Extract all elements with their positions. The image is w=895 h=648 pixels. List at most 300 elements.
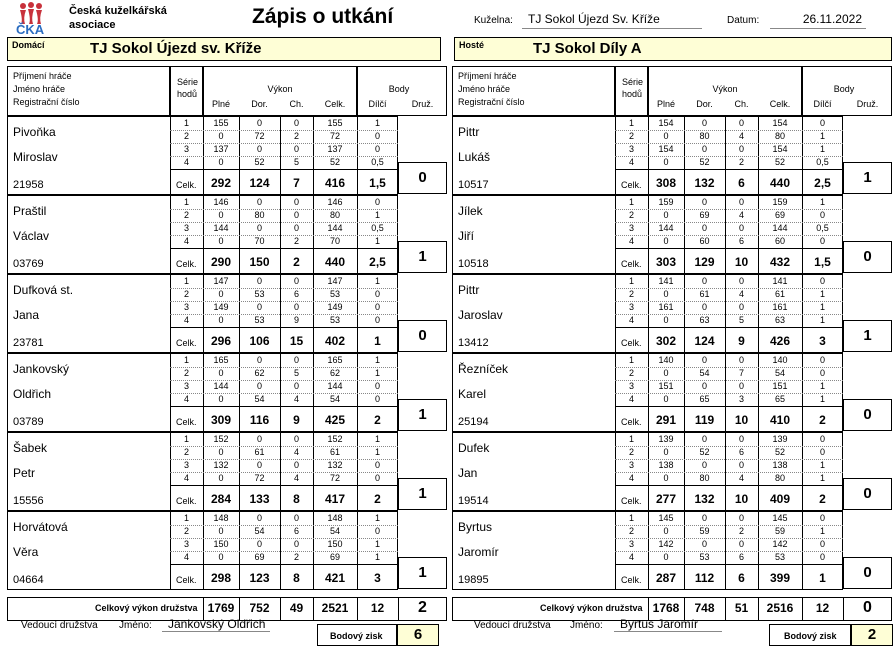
away-name-label: Jméno: <box>570 620 603 631</box>
series-cell: 53 <box>774 552 785 562</box>
series-cell: 0 <box>256 460 262 470</box>
series-number: 3 <box>183 223 189 233</box>
player-total-cell: 124 <box>249 176 270 190</box>
away-team-name: TJ Sokol Díly A <box>533 40 642 57</box>
total-label: Celk. <box>176 259 197 269</box>
player-first-name: Petr <box>13 466 36 480</box>
player-total-cell: 10 <box>734 413 749 427</box>
player-team-point: 0 <box>843 241 892 273</box>
series-cell: 150 <box>213 539 229 549</box>
series-cell: 0 <box>663 394 669 404</box>
series-cell: 54 <box>254 526 265 536</box>
organization-name <box>69 4 167 32</box>
series-cell: 152 <box>327 434 343 444</box>
player-total-cell: 2,5 <box>369 255 386 269</box>
player-block <box>452 116 892 195</box>
series-cell: 0 <box>663 552 669 562</box>
series-number: 3 <box>628 302 634 312</box>
total-label: Celk. <box>176 417 197 427</box>
series-number: 3 <box>628 223 634 233</box>
series-cell: 0 <box>374 144 380 154</box>
player-team-point: 1 <box>398 557 447 589</box>
header-name-line-2: Jméno hráče <box>13 84 66 94</box>
series-cell: 140 <box>658 355 674 365</box>
player-total-cell: 417 <box>324 492 346 506</box>
header-name-line-2: Jméno hráče <box>458 84 511 94</box>
series-cell: 0 <box>819 368 825 378</box>
series-cell: 137 <box>213 144 229 154</box>
series-cell: 63 <box>774 315 785 325</box>
player-team-point: 0 <box>843 478 892 510</box>
series-cell: 0 <box>293 460 299 470</box>
series-cell: 0,5 <box>371 223 384 233</box>
series-number: 1 <box>183 197 189 207</box>
series-cell: 0,5 <box>816 223 829 233</box>
series-cell: 52 <box>329 157 340 167</box>
header-body: Body <box>388 84 410 94</box>
series-cell: 72 <box>254 131 265 141</box>
series-cell: 54 <box>774 368 785 378</box>
player-total-cell: 277 <box>655 492 677 506</box>
header-ch: Ch. <box>289 99 304 109</box>
team-total-cell: 12 <box>815 601 830 615</box>
series-cell: 0 <box>701 197 707 207</box>
player-reg-number: 23781 <box>13 337 44 349</box>
player-total-cell: 6 <box>738 571 745 585</box>
series-cell: 149 <box>213 302 229 312</box>
series-cell: 1 <box>819 394 825 404</box>
player-block <box>452 432 892 511</box>
series-number: 2 <box>628 526 634 536</box>
grid-hline <box>615 564 843 565</box>
player-total-cell: 132 <box>694 492 715 506</box>
series-cell: 1 <box>819 289 825 299</box>
player-total-cell: 129 <box>694 255 715 269</box>
series-cell: 144 <box>772 223 788 233</box>
series-cell: 0 <box>663 473 669 483</box>
player-first-name: Věra <box>13 545 39 559</box>
grid-hline <box>170 248 398 249</box>
series-cell: 0 <box>738 118 744 128</box>
player-block <box>452 353 892 432</box>
series-cell: 62 <box>254 368 265 378</box>
series-cell: 0 <box>663 447 669 457</box>
player-block <box>452 195 892 274</box>
series-cell: 0 <box>819 118 825 128</box>
player-total-cell: 292 <box>210 176 232 190</box>
series-cell: 0 <box>819 355 825 365</box>
player-first-name: Jan <box>458 466 478 480</box>
player-surname: Dufek <box>458 441 490 455</box>
series-cell: 1 <box>374 236 380 246</box>
header-vykon: Výkon <box>267 84 293 94</box>
series-cell: 1 <box>819 460 825 470</box>
player-surname: Šabek <box>13 441 48 455</box>
series-cell: 59 <box>699 526 710 536</box>
series-cell: 1 <box>819 131 825 141</box>
player-total-cell: 3 <box>819 334 826 348</box>
series-cell: 4 <box>738 473 744 483</box>
header-dilci: Dílčí <box>813 99 832 109</box>
series-cell: 147 <box>327 276 343 286</box>
header-dor: Dor. <box>696 99 713 109</box>
player-total-cell: 2 <box>374 492 381 506</box>
series-number: 1 <box>183 355 189 365</box>
series-cell: 1 <box>819 144 825 154</box>
series-cell: 0 <box>738 381 744 391</box>
player-first-name: Oldřich <box>13 387 52 401</box>
series-cell: 161 <box>658 302 674 312</box>
series-number: 1 <box>628 276 634 286</box>
series-number: 2 <box>183 447 189 457</box>
player-total-cell: 132 <box>694 176 715 190</box>
series-cell: 151 <box>772 381 788 391</box>
series-cell: 142 <box>772 539 788 549</box>
grid-hline <box>615 406 843 407</box>
player-total-cell: 409 <box>769 492 791 506</box>
grid-hline <box>170 564 398 565</box>
series-cell: 69 <box>254 552 265 562</box>
series-cell: 4 <box>738 289 744 299</box>
grid-hline <box>615 327 843 328</box>
series-number: 4 <box>628 552 634 562</box>
series-cell: 0,5 <box>371 157 384 167</box>
header-celk: Celk. <box>324 99 346 109</box>
player-block <box>7 116 447 195</box>
grid-hline <box>170 169 398 170</box>
header-plne: Plné <box>656 99 675 109</box>
series-cell: 6 <box>738 236 744 246</box>
series-cell: 1 <box>374 210 380 220</box>
grid-hline <box>170 327 398 328</box>
series-number: 4 <box>628 394 634 404</box>
player-first-name: Jiří <box>458 229 474 243</box>
series-cell: 0 <box>663 289 669 299</box>
series-cell: 0 <box>738 539 744 549</box>
home-captain-name: Jankovský Oldřich <box>162 617 270 632</box>
player-total-cell: 308 <box>655 176 677 190</box>
series-cell: 1 <box>374 355 380 365</box>
series-cell: 6 <box>293 289 299 299</box>
player-team-point: 0 <box>843 557 892 589</box>
series-cell: 1 <box>374 118 380 128</box>
player-total-cell: 150 <box>249 255 270 269</box>
series-cell: 0 <box>293 118 299 128</box>
series-cell: 155 <box>213 118 229 128</box>
series-number: 1 <box>183 513 189 523</box>
series-cell: 1 <box>374 434 380 444</box>
series-number: 2 <box>628 210 634 220</box>
org-line-1: Česká kuželkářská <box>69 5 167 17</box>
away-captain-label: Vedoucí družstva <box>474 620 551 631</box>
player-total-cell: 402 <box>324 334 346 348</box>
home-points-label: Bodový zisk <box>317 624 397 646</box>
header-dor: Dor. <box>251 99 268 109</box>
series-cell: 148 <box>213 513 229 523</box>
series-cell: 52 <box>774 447 785 457</box>
series-cell: 132 <box>213 460 229 470</box>
player-total-cell: 284 <box>210 492 232 506</box>
header-name-box <box>452 66 615 116</box>
series-cell: 9 <box>293 315 299 325</box>
series-number: 4 <box>183 394 189 404</box>
player-first-name: Lukáš <box>458 150 491 164</box>
series-cell: 0 <box>738 144 744 154</box>
series-cell: 142 <box>658 539 674 549</box>
team-total-cell: 2 <box>418 599 427 616</box>
header-name-line-3: Registrační číslo <box>458 97 525 107</box>
series-cell: 1 <box>374 368 380 378</box>
series-cell: 144 <box>213 381 229 391</box>
series-cell: 80 <box>774 131 785 141</box>
grid-hline <box>615 248 843 249</box>
series-cell: 0 <box>738 276 744 286</box>
player-reg-number: 03789 <box>13 416 44 428</box>
series-cell: 0 <box>256 118 262 128</box>
team-total-cell: 0 <box>863 599 872 616</box>
total-label: Celk. <box>176 338 197 348</box>
team-total-cell: 1768 <box>652 601 680 615</box>
series-cell: 0 <box>819 447 825 457</box>
series-cell: 54 <box>254 394 265 404</box>
series-cell: 150 <box>327 539 343 549</box>
series-cell: 72 <box>329 473 340 483</box>
header-series-l1: Série <box>622 77 644 87</box>
series-cell: 161 <box>772 302 788 312</box>
series-cell: 72 <box>329 131 340 141</box>
series-cell: 146 <box>213 197 229 207</box>
series-cell: 54 <box>329 394 340 404</box>
player-surname: Byrtus <box>458 520 493 534</box>
player-block <box>7 195 447 274</box>
series-number: 1 <box>183 434 189 444</box>
series-cell: 0 <box>374 526 380 536</box>
player-total-cell: 15 <box>289 334 304 348</box>
player-total-cell: 2 <box>293 255 300 269</box>
series-number: 2 <box>628 447 634 457</box>
grid-hline <box>170 485 398 486</box>
player-surname: Řezníček <box>458 362 509 376</box>
series-cell: 0 <box>819 210 825 220</box>
series-cell: 0 <box>701 355 707 365</box>
series-cell: 0 <box>701 223 707 233</box>
total-label: Celk. <box>621 496 642 506</box>
series-cell: 147 <box>213 276 229 286</box>
series-cell: 0 <box>374 302 380 312</box>
series-cell: 1 <box>374 539 380 549</box>
player-total-cell: 119 <box>694 413 715 427</box>
player-total-cell: 8 <box>293 571 300 585</box>
player-reg-number: 10518 <box>458 258 489 270</box>
series-number: 4 <box>628 315 634 325</box>
series-number: 3 <box>183 539 189 549</box>
series-cell: 0 <box>738 302 744 312</box>
header-druz: Druž. <box>856 99 879 109</box>
player-total-cell: 287 <box>655 571 677 585</box>
player-total-cell: 426 <box>769 334 791 348</box>
series-cell: 6 <box>293 526 299 536</box>
series-cell: 2 <box>738 157 744 167</box>
series-number: 2 <box>628 368 634 378</box>
series-number: 1 <box>628 434 634 444</box>
series-cell: 0 <box>738 513 744 523</box>
series-cell: 0 <box>701 460 707 470</box>
series-cell: 80 <box>774 473 785 483</box>
series-number: 1 <box>183 118 189 128</box>
series-cell: 4 <box>293 394 299 404</box>
header-name-line-1: Příjmení hráče <box>458 71 517 81</box>
away-points-value: 2 <box>851 624 893 646</box>
series-cell: 165 <box>327 355 343 365</box>
series-cell: 80 <box>699 473 710 483</box>
series-cell: 4 <box>293 447 299 457</box>
header-name-box <box>7 66 170 116</box>
player-reg-number: 10517 <box>458 179 489 191</box>
cka-logo <box>10 2 60 36</box>
series-number: 2 <box>183 210 189 220</box>
series-cell: 0 <box>256 197 262 207</box>
player-block <box>452 274 892 353</box>
series-cell: 65 <box>774 394 785 404</box>
series-cell: 0 <box>819 552 825 562</box>
series-cell: 146 <box>327 197 343 207</box>
total-label: Celk. <box>621 180 642 190</box>
series-cell: 0 <box>663 131 669 141</box>
total-label: Celk. <box>176 180 197 190</box>
team-total-cell: 2521 <box>321 601 349 615</box>
series-number: 1 <box>628 355 634 365</box>
player-block <box>7 511 447 590</box>
series-cell: 0 <box>293 197 299 207</box>
player-first-name: Václav <box>13 229 50 243</box>
series-cell: 0 <box>701 513 707 523</box>
venue-field: TJ Sokol Újezd Sv. Kříže <box>522 12 702 29</box>
total-label: Celk. <box>621 259 642 269</box>
player-surname: Pivoňka <box>13 125 56 139</box>
series-cell: 0 <box>256 355 262 365</box>
series-cell: 1 <box>819 526 825 536</box>
series-cell: 0 <box>218 236 224 246</box>
player-reg-number: 19514 <box>458 495 489 507</box>
series-cell: 3 <box>738 394 744 404</box>
series-cell: 0 <box>738 460 744 470</box>
series-cell: 0 <box>819 539 825 549</box>
date-field: 26.11.2022 <box>770 12 866 29</box>
series-number: 3 <box>183 302 189 312</box>
player-total-cell: 399 <box>769 571 791 585</box>
player-total-cell: 1,5 <box>814 255 831 269</box>
player-team-point: 1 <box>398 399 447 431</box>
series-cell: 5 <box>293 157 299 167</box>
grid-hline <box>615 485 843 486</box>
player-team-point: 0 <box>398 320 447 352</box>
series-cell: 80 <box>329 210 340 220</box>
series-cell: 0 <box>374 394 380 404</box>
series-number: 3 <box>628 381 634 391</box>
series-cell: 0 <box>256 223 262 233</box>
player-total-cell: 10 <box>734 255 749 269</box>
series-cell: 0 <box>701 539 707 549</box>
header-druz: Druž. <box>411 99 434 109</box>
away-captain-name: Byrtus Jaromír <box>614 617 722 632</box>
player-total-cell: 8 <box>293 492 300 506</box>
player-first-name: Miroslav <box>13 150 58 164</box>
player-team-point: 0 <box>398 162 447 194</box>
header-body: Body <box>833 84 855 94</box>
series-cell: 0 <box>819 513 825 523</box>
player-total-cell: 1,5 <box>369 176 386 190</box>
series-number: 4 <box>183 552 189 562</box>
team-total-cell: 51 <box>734 601 749 615</box>
player-total-cell: 1 <box>374 334 381 348</box>
series-cell: 141 <box>658 276 674 286</box>
series-cell: 0 <box>374 381 380 391</box>
player-total-cell: 9 <box>293 413 300 427</box>
series-cell: 144 <box>327 223 343 233</box>
grid-hline <box>615 169 843 170</box>
series-cell: 6 <box>738 447 744 457</box>
series-cell: 0 <box>293 276 299 286</box>
series-cell: 52 <box>254 157 265 167</box>
player-total-cell: 302 <box>655 334 677 348</box>
player-total-cell: 6 <box>738 176 745 190</box>
player-total-cell: 1 <box>819 571 826 585</box>
series-cell: 1 <box>819 197 825 207</box>
player-team-point: 1 <box>398 478 447 510</box>
series-cell: 0 <box>218 552 224 562</box>
player-block <box>7 274 447 353</box>
player-total-cell: 10 <box>734 492 749 506</box>
player-total-cell: 290 <box>210 255 232 269</box>
player-block <box>7 353 447 432</box>
series-number: 3 <box>183 381 189 391</box>
series-cell: 0 <box>663 315 669 325</box>
series-number: 2 <box>183 289 189 299</box>
series-cell: 62 <box>329 368 340 378</box>
series-cell: 151 <box>658 381 674 391</box>
series-cell: 52 <box>774 157 785 167</box>
player-surname: Praštil <box>13 204 47 218</box>
series-cell: 0 <box>663 236 669 246</box>
player-block <box>7 432 447 511</box>
series-cell: 61 <box>329 447 340 457</box>
series-cell: 154 <box>772 144 788 154</box>
series-number: 4 <box>628 236 634 246</box>
series-cell: 0 <box>218 289 224 299</box>
series-number: 2 <box>628 289 634 299</box>
series-cell: 70 <box>254 236 265 246</box>
series-cell: 140 <box>772 355 788 365</box>
player-reg-number: 03769 <box>13 258 44 270</box>
series-cell: 165 <box>213 355 229 365</box>
player-total-cell: 309 <box>210 413 232 427</box>
home-name-label: Jméno: <box>119 620 152 631</box>
series-cell: 154 <box>658 144 674 154</box>
player-total-cell: 116 <box>249 413 270 427</box>
header-series-l2: hodů <box>177 89 198 99</box>
team-total-cell: 12 <box>370 601 385 615</box>
series-cell: 0 <box>218 157 224 167</box>
series-cell: 138 <box>658 460 674 470</box>
series-cell: 144 <box>213 223 229 233</box>
away-panel <box>452 66 892 616</box>
date-label: Datum: <box>727 15 760 26</box>
series-cell: 0 <box>663 157 669 167</box>
series-cell: 52 <box>699 157 710 167</box>
series-cell: 144 <box>327 381 343 391</box>
series-cell: 0 <box>738 197 744 207</box>
series-cell: 2 <box>293 131 299 141</box>
